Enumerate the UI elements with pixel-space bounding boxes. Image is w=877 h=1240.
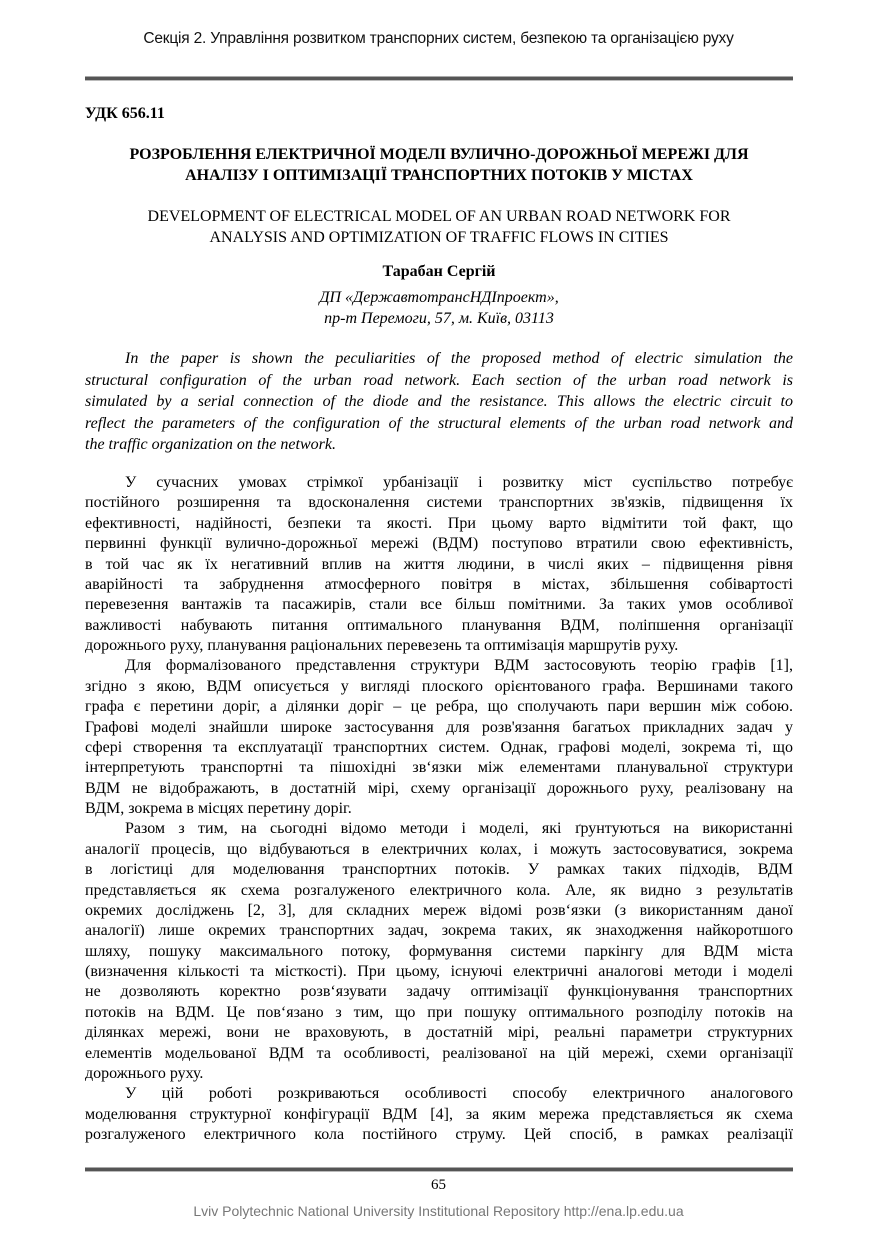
paragraph-line: аварійності та забруднення атмосферного повітря в містах, збільшення собівартості <box>85 575 793 593</box>
paragraph-line: дорожнього руху, планування раціональних перевезень та оптимізація маршрутів руху. <box>85 637 679 654</box>
affiliation <box>85 287 793 329</box>
paragraph-line: потоків на ВДМ. Це пов‘язано з тим, що при пошуку оптимального розподілу потоків на <box>85 1003 793 1021</box>
paragraph-line: первинні функції вулично-дорожньої мережі (ВДМ) поступово втратили свою ефективність, <box>85 535 793 553</box>
paragraph-line: (визначення кількості та місткості). При цьому, існуючі електричні аналогові методи і моделі <box>85 963 793 980</box>
paragraph-line: представляється як схема розгалуженого електричного кола. Але, як видно з результатів <box>85 881 793 899</box>
title-line: РОЗРОБЛЕННЯ ЕЛЕКТРИЧНОЇ МОДЕЛІ ВУЛИЧНО-ДОРОЖНЬОЇ МЕРЕЖІ ДЛЯ <box>129 146 749 163</box>
abstract <box>85 348 793 456</box>
affiliation-line: ДП «ДержавтотрансНДІпроект», <box>319 289 559 306</box>
paragraph-line: постійного розширення та вдосконалення системи транспортних зв'язків, підвищення їх <box>85 494 793 512</box>
paragraph <box>85 819 793 1084</box>
paragraph-line: в той час як їх негативний вплив на життя людини, в числі яких – підвищення рівня <box>85 555 793 573</box>
udk-code: УДК 656.11 <box>85 105 165 122</box>
paragraph-line: перевезення вантажів та пасажирів, стали все більш помітними. За таких умов особливої <box>85 596 793 614</box>
paragraph <box>85 473 793 656</box>
paragraph-line: окремих досліджень [2, 3], для складних мереж відомі розв‘язки (з використанням даної <box>85 901 793 919</box>
header-divider <box>85 76 793 81</box>
paragraph-line: моделювання структурної конфігурації ВДМ [4], за яким мережа представляється як схема <box>85 1105 793 1123</box>
paragraph-line: ділянках мережі, вони не враховують, в достатній мірі, реальні параметри структурних <box>85 1024 793 1042</box>
paragraph-line: У сучасних умовах стрімкої урбанізації і розвитку міст суспільство потребує <box>125 474 793 491</box>
paragraph-line: шляху, пошуку максимального потоку, формування системи паркінгу для ВДМ міста <box>85 942 793 960</box>
author-name: Тарабан Сергій <box>382 263 496 280</box>
paragraph-line: не дозволяють коректно розв‘язувати задачу оптимізації функціонування транспортних <box>85 983 793 1001</box>
abstract-line: In the paper is shown the peculiarities of the proposed method of electric simulation the <box>125 350 793 367</box>
title-line: ANALYSIS AND OPTIMIZATION OF TRAFFIC FLOWS IN CITIES <box>209 229 669 246</box>
paragraph-line: дорожнього руху. <box>85 1064 204 1082</box>
paragraph-line: аналогії процесів, що відбуваються в електричних колах, і можуть застосовуватися, зокрема <box>85 840 793 858</box>
abstract-line: structural configuration of the urban road network. Each section of the urban road network is <box>85 371 793 389</box>
paragraph <box>85 656 793 819</box>
paragraph-line: згідно з якою, ВДМ описується у вигляді плоского орієнтованого графа. Вершинами такого <box>85 677 793 695</box>
paragraph <box>85 1084 793 1145</box>
paragraph-line: У цій роботі розкриваються особливості способу електричного аналогового <box>125 1085 793 1103</box>
paragraph-line: сфері створення та експлуатації транспортних систем. Однак, графові моделі, зокрема ті, що <box>85 738 793 756</box>
abstract-line: the traffic organization on the network. <box>85 436 336 454</box>
paragraph-line: ефективності, надійності, безпеки та якості. При цьому варто відмітити той факт, що <box>85 514 793 532</box>
footer-divider <box>85 1167 793 1172</box>
title-line: АНАЛІЗУ І ОПТИМІЗАЦІЇ ТРАНСПОРТНИХ ПОТОКІВ У МІСТАХ <box>185 166 693 184</box>
abstract-line: simulated by a serial connection of the diode and the resistance. This allows the electric circuit to <box>85 393 793 411</box>
paragraph-line: інтерпретують транспортні та пішохідні зв‘язки між елементами планувальної структури <box>85 759 793 777</box>
paragraph-line: розгалуженого електричного кола постійного струму. Цей спосіб, в рамках реалізації <box>85 1126 793 1143</box>
title-english <box>85 206 793 248</box>
paragraph-line: елементів модельованої ВДМ та особливості, реалізованої на цій мережі, схеми організації <box>85 1044 793 1062</box>
title-ukrainian <box>85 145 793 186</box>
page-number: 65 <box>431 1177 446 1193</box>
paragraph-line: в логістиці для моделювання транспортних потоків. У рамках таких підходів, ВДМ <box>85 861 793 879</box>
paragraph-line: важливості набувають питання оптимального планування ВДМ, поліпшення організації <box>85 616 793 634</box>
paragraph-line: Для формалізованого представлення структури ВДМ застосовують теорію графів [1], <box>125 657 793 675</box>
running-header: Секція 2. Управління розвитком транспорних систем, безпекою та організацією руху <box>143 30 734 47</box>
affiliation-line: пр-т Перемоги, 57, м. Київ, 03113 <box>324 310 554 327</box>
paragraph-line: Графові моделі знайшли широке застосування для розв'язання багатьох прикладних задач у <box>85 718 793 736</box>
body-text <box>85 473 793 1145</box>
title-line: DEVELOPMENT OF ELECTRICAL MODEL OF AN URBAN ROAD NETWORK FOR <box>147 208 731 225</box>
paragraph-line: Разом з тим, на сьогодні відомо методи і моделі, які ґрунтуються на використанні <box>125 820 793 838</box>
paragraph-line: графа є перетини доріг, а ділянки доріг – це ребра, що сполучають пари вершин між собою. <box>85 698 793 716</box>
paragraph-line: ВДМ, зокрема в місцях перетину доріг. <box>85 800 352 817</box>
paragraph-line: аналогії) лише окремих транспортних задач, зокрема таких, як знаходження найкоротшого <box>85 922 793 940</box>
abstract-line: reflect the parameters of the configuration of the structural elements of the urban road network and <box>85 414 793 432</box>
paragraph-line: ВДМ не відображають, в достатній мірі, схему організації дорожнього руху, реалізовану на <box>85 779 793 797</box>
repository-watermark: Lviv Polytechnic National University Institutional Repository http://ena.lp.edu.ua <box>193 1203 684 1219</box>
